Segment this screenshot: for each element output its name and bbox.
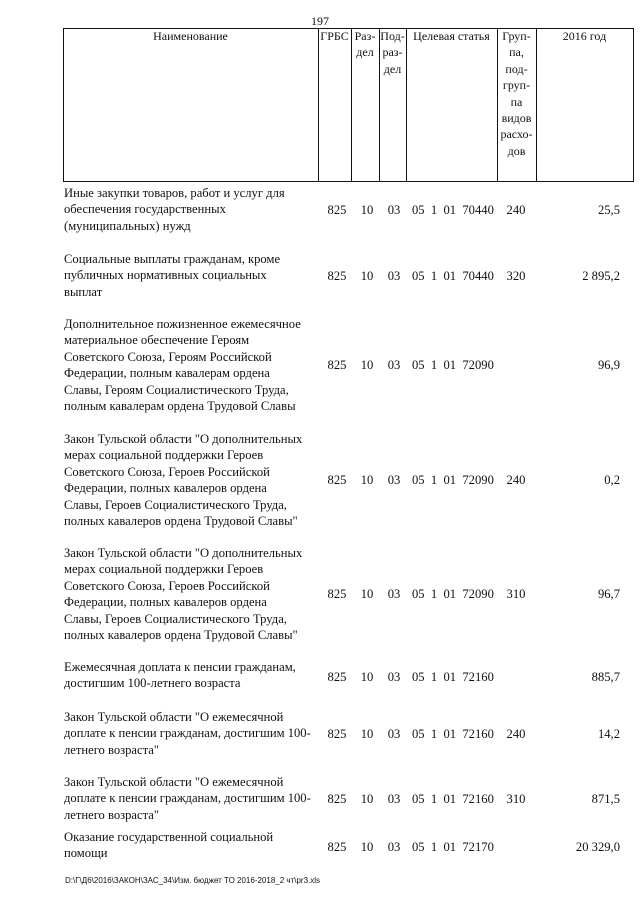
row-name-line: (муниципальных) нужд bbox=[64, 218, 191, 233]
row-grbs: 825 bbox=[327, 202, 347, 217]
row-grbs: 825 bbox=[327, 670, 347, 685]
row-grbs: 825 bbox=[327, 840, 347, 855]
row-name-line: доплате к пенсии гражданам, достигшим 100- bbox=[64, 726, 311, 741]
row-amount-2016: 0,2 bbox=[604, 473, 620, 488]
row-target-article: 05 1 01 72160 bbox=[412, 791, 494, 806]
row-razdel: 10 bbox=[360, 587, 374, 602]
header-expense-group-line: под- bbox=[505, 61, 528, 76]
row-podrazdel: 03 bbox=[387, 670, 401, 685]
row-amount-2016: 885,7 bbox=[591, 670, 620, 685]
header-year bbox=[536, 28, 633, 44]
row-expense-group: 240 bbox=[506, 726, 526, 741]
row-amount-2016: 96,7 bbox=[597, 587, 620, 602]
header-razdel-line: Раз- bbox=[354, 29, 376, 43]
row-grbs: 825 bbox=[327, 726, 347, 741]
header-grbs bbox=[318, 28, 351, 44]
header-podrazdel-line: раз- bbox=[382, 45, 403, 60]
header-name-line: Наименование bbox=[153, 29, 228, 43]
header-expense-group-line: па, bbox=[509, 45, 524, 60]
row-razdel: 10 bbox=[360, 840, 374, 855]
row-name-line: выплат bbox=[64, 284, 103, 299]
row-podrazdel: 03 bbox=[387, 473, 401, 488]
header-column-border bbox=[406, 28, 407, 182]
row-target-article: 05 1 01 72090 bbox=[412, 358, 494, 373]
row-name-line: мерах социальной поддержки Героев bbox=[64, 448, 264, 463]
row-name-line: помощи bbox=[64, 846, 108, 861]
row-name-line: Закон Тульской области "О ежемесячной bbox=[64, 710, 284, 724]
row-name bbox=[64, 829, 326, 862]
header-column-border bbox=[318, 28, 319, 182]
row-podrazdel: 03 bbox=[387, 791, 401, 806]
page-number: 197 bbox=[311, 14, 329, 28]
row-name-line: Закон Тульской области "О дополнительных bbox=[64, 432, 303, 446]
row-name-line: полных кавалеров ордена Трудовой Славы" bbox=[64, 628, 298, 643]
row-name-line: Закон Тульской области "О дополнительных bbox=[64, 546, 303, 560]
row-name-line: Ежемесячная доплата к пенсии гражданам, bbox=[64, 660, 296, 674]
row-name-line: Федерации, полным кавалерам ордена bbox=[64, 366, 270, 381]
row-target-article: 05 1 01 72160 bbox=[412, 726, 494, 741]
row-grbs: 825 bbox=[327, 268, 347, 283]
row-name bbox=[64, 659, 326, 692]
header-razdel-line: дел bbox=[356, 45, 374, 60]
row-amount-2016: 20 329,0 bbox=[575, 840, 620, 855]
table-header bbox=[0, 27, 640, 181]
row-name-line: Социальные выплаты гражданам, кроме bbox=[64, 252, 281, 266]
row-name-line: полным кавалерам ордена Трудовой Славы bbox=[64, 399, 296, 414]
row-grbs: 825 bbox=[327, 587, 347, 602]
header-razdel bbox=[351, 28, 379, 61]
row-name-line: Славы, Героев Социалистического Труда, bbox=[64, 497, 287, 512]
row-amount-2016: 871,5 bbox=[591, 791, 620, 806]
header-podrazdel-line: Под- bbox=[380, 29, 405, 43]
row-razdel: 10 bbox=[360, 202, 374, 217]
row-name bbox=[64, 709, 326, 758]
row-name bbox=[64, 185, 326, 234]
row-name bbox=[64, 545, 326, 643]
row-target-article: 05 1 01 72090 bbox=[412, 587, 494, 602]
row-name-line: полных кавалеров ордена Трудовой Славы" bbox=[64, 514, 298, 529]
row-name-line: обеспечения государственных bbox=[64, 202, 226, 217]
row-name bbox=[64, 251, 326, 300]
header-column-border bbox=[63, 28, 64, 182]
row-name-line: публичных нормативных социальных bbox=[64, 268, 267, 283]
row-razdel: 10 bbox=[360, 670, 374, 685]
row-razdel: 10 bbox=[360, 358, 374, 373]
header-expense-group-line: дов bbox=[507, 143, 526, 158]
row-name-line: Иные закупки товаров, работ и услуг для bbox=[64, 186, 285, 200]
row-grbs: 825 bbox=[327, 358, 347, 373]
file-path-footer: D:\Г\Д6\2016\ЗАКОН\ЗАС_34\Изм. бюджет ТО 2016-2018_2 чт\pr3.xls bbox=[65, 876, 321, 885]
row-name-line: Закон Тульской области "О ежемесячной bbox=[64, 775, 284, 789]
header-year-line: 2016 год bbox=[562, 29, 607, 43]
header-expense-group-line: па bbox=[510, 94, 523, 109]
header-name bbox=[63, 28, 318, 44]
row-name-line: достигшим 100-летнего возраста bbox=[64, 676, 241, 691]
row-target-article: 05 1 01 70440 bbox=[412, 268, 494, 283]
row-name-line: материальное обеспечение Героям bbox=[64, 333, 250, 348]
row-amount-2016: 25,5 bbox=[597, 202, 620, 217]
row-name-line: мерах социальной поддержки Героев bbox=[64, 562, 264, 577]
header-target-article-line: Целевая статья bbox=[413, 29, 490, 43]
row-name-line: Советского Союза, Героям Российской bbox=[64, 349, 272, 364]
row-name bbox=[64, 431, 326, 529]
row-expense-group: 240 bbox=[506, 202, 526, 217]
header-podrazdel bbox=[379, 28, 406, 77]
row-name-line: Советского Союза, Героев Российской bbox=[64, 578, 270, 593]
row-target-article: 05 1 01 72170 bbox=[412, 840, 494, 855]
row-expense-group: 320 bbox=[506, 268, 526, 283]
row-razdel: 10 bbox=[360, 726, 374, 741]
row-target-article: 05 1 01 70440 bbox=[412, 202, 494, 217]
row-name-line: Советского Союза, Героев Российской bbox=[64, 464, 270, 479]
row-target-article: 05 1 01 72090 bbox=[412, 473, 494, 488]
header-expense-group bbox=[497, 28, 536, 159]
row-name-line: Оказание государственной социальной bbox=[64, 830, 274, 844]
row-razdel: 10 bbox=[360, 473, 374, 488]
row-target-article: 05 1 01 72160 bbox=[412, 670, 494, 685]
row-amount-2016: 2 895,2 bbox=[582, 268, 620, 283]
header-column-border bbox=[536, 28, 537, 182]
row-name-line: Дополнительное пожизненное ежемесячное bbox=[64, 317, 301, 331]
row-expense-group: 310 bbox=[506, 587, 526, 602]
row-podrazdel: 03 bbox=[387, 587, 401, 602]
header-podrazdel-line: дел bbox=[383, 61, 402, 76]
row-name-line: Федерации, полных кавалеров ордена bbox=[64, 481, 267, 496]
row-name-line: летнего возраста" bbox=[64, 807, 160, 822]
header-expense-group-line: видов bbox=[501, 111, 532, 126]
row-podrazdel: 03 bbox=[387, 358, 401, 373]
row-name-line: Федерации, полных кавалеров ордена bbox=[64, 595, 267, 610]
row-podrazdel: 03 bbox=[387, 268, 401, 283]
row-podrazdel: 03 bbox=[387, 202, 401, 217]
row-name-line: доплате к пенсии гражданам, достигшим 100- bbox=[64, 791, 311, 806]
row-podrazdel: 03 bbox=[387, 840, 401, 855]
header-column-border bbox=[633, 28, 634, 182]
header-expense-group-line: груп- bbox=[502, 78, 531, 93]
row-amount-2016: 96,9 bbox=[597, 358, 620, 373]
row-name-line: Славы, Героев Социалистического Труда, bbox=[64, 611, 287, 626]
row-name-line: Славы, Героям Социалистического Труда, bbox=[64, 382, 289, 397]
header-bottom-border bbox=[63, 181, 633, 182]
row-grbs: 825 bbox=[327, 473, 347, 488]
row-amount-2016: 14,2 bbox=[597, 726, 620, 741]
row-razdel: 10 bbox=[360, 268, 374, 283]
header-expense-group-line: расхо- bbox=[500, 127, 533, 142]
row-name bbox=[64, 316, 326, 414]
row-grbs: 825 bbox=[327, 791, 347, 806]
row-expense-group: 240 bbox=[506, 473, 526, 488]
row-razdel: 10 bbox=[360, 791, 374, 806]
row-name bbox=[64, 774, 326, 823]
header-grbs-line: ГРБС bbox=[320, 29, 349, 43]
header-target-article bbox=[406, 28, 497, 44]
row-podrazdel: 03 bbox=[387, 726, 401, 741]
row-expense-group: 310 bbox=[506, 791, 526, 806]
header-expense-group-line: Груп- bbox=[502, 29, 531, 43]
row-name-line: летнего возраста" bbox=[64, 742, 160, 757]
